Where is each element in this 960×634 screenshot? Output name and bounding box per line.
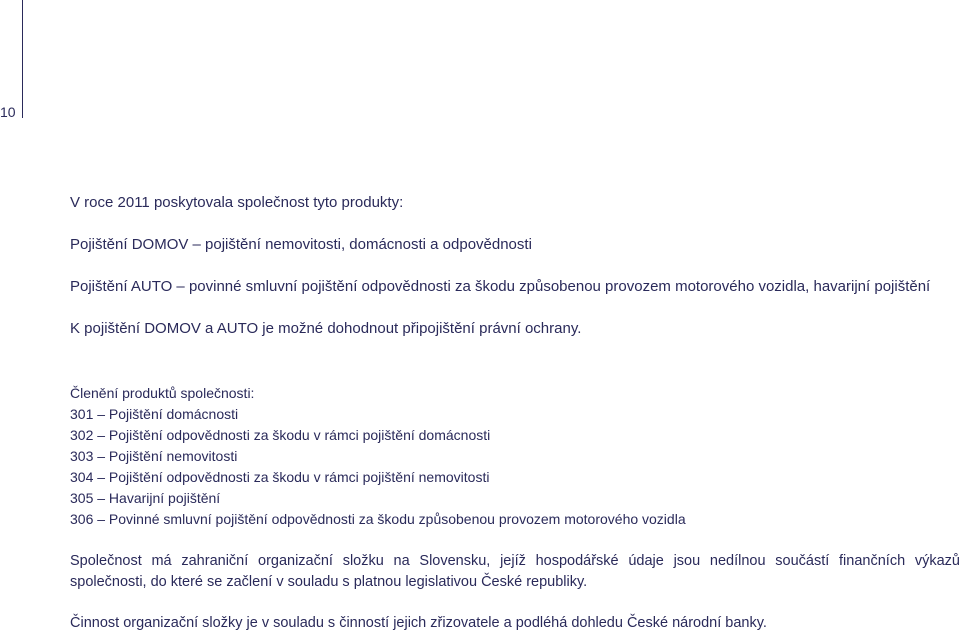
products-intro-heading: V roce 2011 poskytovala společnost tyto produkty: — [70, 194, 404, 211]
branch-text-line-1: Společnost má zahraniční organizační složku na Slovensku, jejíž hospodářské údaje jsou nedílnou součástí finančních výkazů — [70, 553, 960, 569]
branch-paragraph-line-2: společnosti, do které se začlení v souladu s platnou legislativou České republiky. — [70, 574, 588, 590]
branch-paragraph-line-1 — [70, 552, 960, 570]
product-domov: Pojištění DOMOV – pojištění nemovitosti, domácnosti a odpovědnosti — [70, 236, 532, 253]
page-number: 10 — [0, 104, 16, 120]
supervision-paragraph: Činnost organizační složky je v souladu s činností jejich zřizovatele a podléhá dohledu České národní banky. — [70, 615, 767, 631]
product-item-302: 302 – Pojištění odpovědnosti za škodu v rámci pojištění domácnosti — [70, 427, 491, 443]
product-item-303: 303 – Pojištění nemovitosti — [70, 448, 238, 464]
product-auto: Pojištění AUTO – povinné smluvní pojištění odpovědnosti za škodu způsobenou provozem motorového vozidla, havarijní pojištění — [70, 278, 931, 295]
product-breakdown-heading: Členění produktů společnosti: — [70, 385, 255, 401]
product-item-301: 301 – Pojištění domácnosti — [70, 406, 239, 422]
margin-rule — [22, 0, 23, 118]
product-item-305: 305 – Havarijní pojištění — [70, 490, 221, 506]
legal-protection-note: K pojištění DOMOV a AUTO je možné dohodnout připojištění právní ochrany. — [70, 320, 582, 337]
product-item-304: 304 – Pojištění odpovědnosti za škodu v rámci pojištění nemovitosti — [70, 469, 490, 485]
product-item-306: 306 – Povinné smluvní pojištění odpovědnosti za škodu způsobenou provozem motorového vozidla — [70, 511, 686, 527]
